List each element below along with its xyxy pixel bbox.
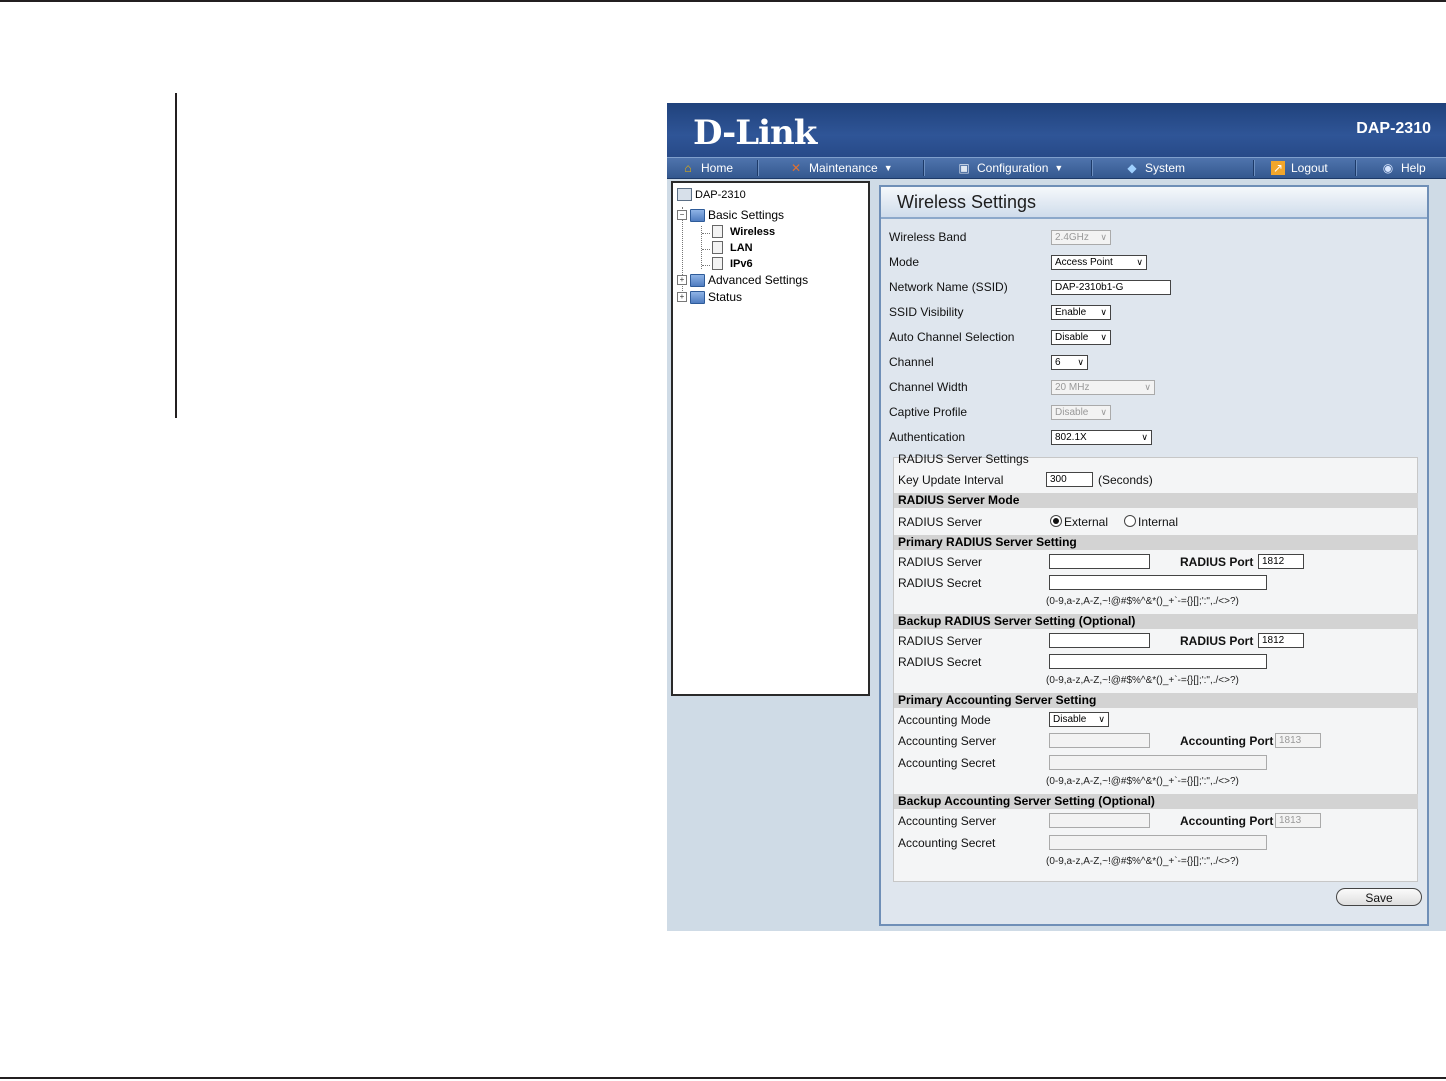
chevron-down-icon: ∨	[1100, 232, 1107, 242]
folder-icon	[690, 291, 705, 304]
menu-home[interactable]	[681, 158, 733, 178]
primary-accounting-server-input[interactable]	[1049, 733, 1150, 748]
backup-radius-secret-hint: (0-9,a-z,A-Z,~!@#$%^&*()_+`-={}[];':",./<>?)	[1046, 675, 1239, 686]
chevron-down-icon: ∨	[1100, 332, 1107, 342]
internal-radio-option[interactable]	[1124, 515, 1178, 529]
navigation-tree	[671, 181, 870, 696]
internal-label: Internal	[1138, 515, 1179, 529]
authentication-label: Authentication	[889, 430, 966, 444]
primary-radius-server-label: RADIUS Server	[898, 555, 983, 569]
tree-item-lan[interactable]	[712, 241, 753, 254]
radio-unselected-icon[interactable]	[1124, 515, 1136, 527]
primary-radius-port-value: 1812	[1262, 556, 1285, 567]
backup-accounting-server-label: Accounting Server	[898, 814, 997, 828]
channel-width-select[interactable]	[1051, 380, 1155, 395]
mode-label: Mode	[889, 255, 920, 269]
tree-lan-label: LAN	[730, 241, 753, 254]
accounting-mode-label: Accounting Mode	[898, 713, 991, 727]
external-label: External	[1064, 515, 1109, 529]
chevron-down-icon: ∨	[1141, 432, 1148, 442]
menu-help[interactable]	[1381, 158, 1426, 178]
tree-item-basic-settings[interactable]	[677, 208, 784, 222]
tree-wireless-label: Wireless	[730, 225, 776, 238]
ssid-label: Network Name (SSID)	[889, 280, 1008, 294]
primary-radius-secret-hint: (0-9,a-z,A-Z,~!@#$%^&*()_+`-={}[];':",./<>?)	[1046, 596, 1239, 607]
captive-profile-select[interactable]	[1051, 405, 1111, 420]
model-name: DAP-2310	[1356, 120, 1431, 137]
logout-icon: ↗	[1272, 161, 1284, 175]
radius-settings-box	[893, 452, 1418, 882]
backup-radius-port-label: RADIUS Port	[1180, 634, 1254, 648]
primary-radius-port-input[interactable]	[1258, 554, 1304, 569]
tree-status-label: Status	[708, 290, 743, 304]
channel-value: 6	[1055, 357, 1061, 368]
tree-item-wireless[interactable]	[712, 225, 775, 238]
primary-radius-heading: Primary RADIUS Server Setting	[894, 535, 1418, 550]
mode-select[interactable]	[1051, 255, 1147, 270]
external-radio-option[interactable]	[1050, 515, 1108, 529]
primary-radius-secret-label: RADIUS Secret	[898, 576, 982, 590]
menu-system-label: System	[1145, 161, 1186, 175]
tree-basic-label: Basic Settings	[708, 208, 785, 222]
menu-system[interactable]	[1125, 158, 1185, 178]
chevron-down-icon: ∨	[1100, 407, 1107, 417]
captive-profile-value: Disable	[1055, 407, 1089, 418]
tools-icon: ✕	[790, 161, 802, 175]
backup-accounting-port-input[interactable]	[1275, 813, 1321, 828]
folder-icon	[690, 209, 705, 222]
backup-accounting-secret-label: Accounting Secret	[898, 836, 996, 850]
primary-accounting-secret-input[interactable]	[1049, 755, 1267, 770]
home-icon: ⌂	[684, 161, 692, 175]
auto-channel-value: Disable	[1055, 332, 1089, 343]
tree-root-label: DAP-2310	[695, 188, 746, 201]
panel-title-bar	[881, 187, 1427, 219]
key-update-label: Key Update Interval	[898, 473, 1004, 487]
auto-channel-label: Auto Channel Selection	[889, 330, 1015, 344]
backup-radius-heading: Backup RADIUS Server Setting (Optional)	[894, 614, 1418, 629]
page-icon	[712, 257, 723, 270]
accounting-mode-value: Disable	[1053, 714, 1087, 725]
wireless-band-label: Wireless Band	[889, 230, 967, 244]
primary-accounting-secret-label: Accounting Secret	[898, 756, 996, 770]
tree-ipv6-label: IPv6	[730, 257, 753, 270]
tree-connector	[702, 249, 710, 250]
chevron-down-icon: ▼	[883, 163, 893, 173]
menu-separator	[757, 160, 759, 176]
menu-maintenance[interactable]	[789, 158, 893, 178]
menu-home-label: Home	[701, 161, 734, 175]
radius-settings-title: RADIUS Server Settings	[898, 452, 1029, 466]
computer-icon: ▣	[958, 161, 970, 175]
wireless-settings-panel	[879, 185, 1429, 926]
backup-radius-port-input[interactable]	[1258, 633, 1304, 648]
captive-profile-label: Captive Profile	[889, 405, 968, 419]
radio-selected-icon[interactable]	[1050, 515, 1062, 527]
chevron-down-icon: ∨	[1144, 382, 1151, 392]
mode-value: Access Point	[1055, 257, 1113, 268]
primary-accounting-heading: Primary Accounting Server Setting	[894, 693, 1418, 708]
menu-separator	[1091, 160, 1093, 176]
channel-select[interactable]	[1051, 355, 1088, 370]
ssid-value: DAP-2310b1-G	[1055, 282, 1124, 293]
channel-width-label: Channel Width	[889, 380, 968, 394]
chevron-down-icon: ▼	[1054, 163, 1064, 173]
backup-radius-server-label: RADIUS Server	[898, 634, 983, 648]
page-icon	[712, 225, 723, 238]
chevron-down-icon: ∨	[1136, 257, 1143, 267]
key-update-unit: (Seconds)	[1098, 473, 1153, 487]
main-menu-bar	[667, 157, 1446, 179]
ssid-input[interactable]	[1051, 280, 1171, 295]
page-top-rule	[0, 0, 1446, 2]
backup-radius-secret-label: RADIUS Secret	[898, 655, 982, 669]
tree-connector	[702, 265, 710, 266]
channel-label: Channel	[889, 355, 934, 369]
menu-maintenance-label: Maintenance	[809, 161, 878, 175]
authentication-select[interactable]	[1051, 430, 1152, 445]
primary-accounting-port-value: 1813	[1279, 735, 1302, 746]
backup-radius-server-input[interactable]	[1049, 633, 1150, 648]
wireless-band-select[interactable]	[1051, 230, 1111, 245]
ssid-visibility-label: SSID Visibility	[889, 305, 964, 319]
primary-accounting-secret-hint: (0-9,a-z,A-Z,~!@#$%^&*()_+`-={}[];':",./<>?)	[1046, 776, 1239, 787]
menu-separator	[1253, 160, 1255, 176]
auto-channel-select[interactable]	[1051, 330, 1111, 345]
backup-accounting-server-input[interactable]	[1049, 813, 1150, 828]
authentication-value: 802.1X	[1055, 432, 1087, 443]
tree-item-status[interactable]	[677, 290, 742, 304]
radius-mode-heading: RADIUS Server Mode	[894, 493, 1418, 508]
tree-item-root[interactable]	[677, 188, 746, 201]
backup-radius-secret-input[interactable]	[1049, 654, 1267, 669]
chevron-down-icon: ∨	[1100, 307, 1107, 317]
primary-accounting-port-label: Accounting Port	[1180, 734, 1274, 748]
header-banner	[667, 103, 1446, 157]
backup-accounting-secret-hint: (0-9,a-z,A-Z,~!@#$%^&*()_+`-={}[];':",./<>?)	[1046, 856, 1239, 867]
tree-item-ipv6[interactable]	[712, 257, 753, 270]
save-button[interactable]: Save	[1336, 888, 1422, 906]
system-icon: ◆	[1127, 161, 1137, 175]
margin-rule	[175, 93, 177, 418]
radius-server-mode-label: RADIUS Server	[898, 515, 983, 529]
tree-advanced-label: Advanced Settings	[708, 273, 809, 287]
menu-logout-label: Logout	[1291, 161, 1328, 175]
primary-radius-server-input[interactable]	[1049, 554, 1150, 569]
chevron-down-icon: ∨	[1077, 357, 1084, 367]
help-icon: ◉	[1382, 161, 1394, 175]
backup-accounting-secret-input[interactable]	[1049, 835, 1267, 850]
backup-radius-port-value: 1812	[1262, 635, 1285, 646]
primary-radius-port-label: RADIUS Port	[1180, 555, 1254, 569]
computer-icon	[677, 188, 692, 201]
primary-accounting-server-label: Accounting Server	[898, 734, 997, 748]
channel-width-value: 20 MHz	[1055, 382, 1090, 393]
page-title: Wireless Settings	[897, 192, 1037, 212]
wireless-band-value: 2.4GHz	[1055, 232, 1089, 243]
backup-accounting-port-value: 1813	[1279, 815, 1302, 826]
primary-accounting-port-input[interactable]	[1275, 733, 1321, 748]
folder-icon	[690, 274, 705, 287]
tree-item-advanced-settings[interactable]	[677, 273, 808, 287]
key-update-value: 300	[1050, 474, 1067, 485]
tree-connector	[702, 233, 710, 234]
backup-accounting-port-label: Accounting Port	[1180, 814, 1274, 828]
accounting-mode-select[interactable]	[1049, 712, 1109, 727]
ssid-visibility-select[interactable]	[1051, 305, 1111, 320]
primary-radius-secret-input[interactable]	[1049, 575, 1267, 590]
page-icon	[712, 241, 723, 254]
ssid-visibility-value: Enable	[1055, 307, 1087, 318]
menu-configuration-label: Configuration	[977, 161, 1049, 175]
menu-configuration[interactable]	[957, 158, 1063, 178]
chevron-down-icon: ∨	[1098, 714, 1105, 724]
menu-separator	[923, 160, 925, 176]
expand-icon[interactable]: +	[677, 275, 687, 285]
router-web-ui-screenshot	[667, 103, 1446, 931]
key-update-input[interactable]	[1046, 472, 1093, 487]
menu-separator	[1355, 160, 1357, 176]
backup-accounting-heading: Backup Accounting Server Setting (Optional)	[894, 794, 1418, 809]
page-bottom-rule	[0, 1077, 1446, 1079]
menu-help-label: Help	[1401, 161, 1426, 175]
collapse-icon[interactable]: −	[677, 210, 687, 220]
dlink-logo: D-Link	[693, 113, 817, 153]
menu-logout[interactable]	[1271, 158, 1328, 178]
expand-icon[interactable]: +	[677, 292, 687, 302]
